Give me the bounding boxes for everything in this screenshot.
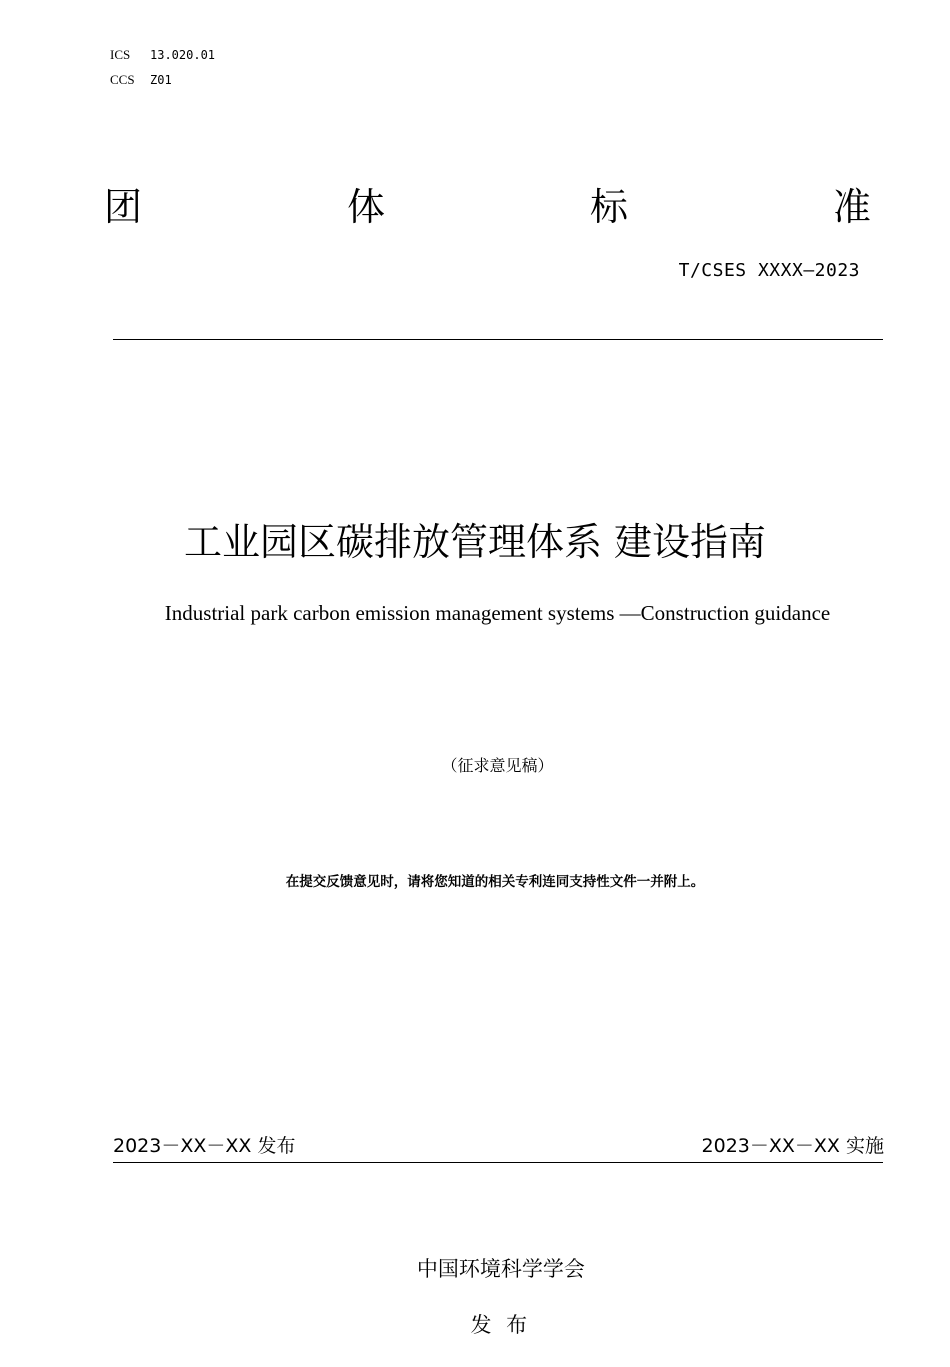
implement-date: 2023－XX－XX 实施 bbox=[701, 1135, 884, 1157]
patent-notice: 在提交反馈意见时，请将您知道的相关专利连同支持性文件一并附上。 bbox=[285, 874, 705, 890]
ccs-row bbox=[110, 72, 172, 88]
ccs-value: Z01 bbox=[150, 73, 172, 87]
footer-divider bbox=[113, 1162, 883, 1163]
ics-value: 13.020.01 bbox=[150, 48, 216, 62]
publish-date: 2023－XX－XX 发布 bbox=[113, 1135, 296, 1157]
standard-type-char: 体 bbox=[347, 185, 386, 229]
standard-type-char: 团 bbox=[104, 185, 143, 229]
publisher-line bbox=[0, 1227, 950, 1367]
draft-status: （征求意见稿） bbox=[441, 756, 554, 775]
ics-label: ICS bbox=[110, 47, 131, 62]
header-divider bbox=[113, 339, 883, 340]
publisher-name: 中国环境科学学会 bbox=[416, 1257, 585, 1281]
document-title-english: Industrial park carbon emission management systems —Construction guidance bbox=[164, 601, 831, 625]
standard-type-char: 准 bbox=[833, 185, 872, 229]
ics-row bbox=[110, 47, 215, 63]
document-title-chinese: 工业园区碳排放管理体系 建设指南 bbox=[183, 520, 767, 564]
ccs-label: CCS bbox=[110, 72, 135, 87]
publisher-action: 发 布 bbox=[470, 1313, 532, 1337]
standard-number: T/CSES XXXX—2023 bbox=[678, 260, 860, 281]
standard-type-char: 标 bbox=[590, 185, 629, 229]
